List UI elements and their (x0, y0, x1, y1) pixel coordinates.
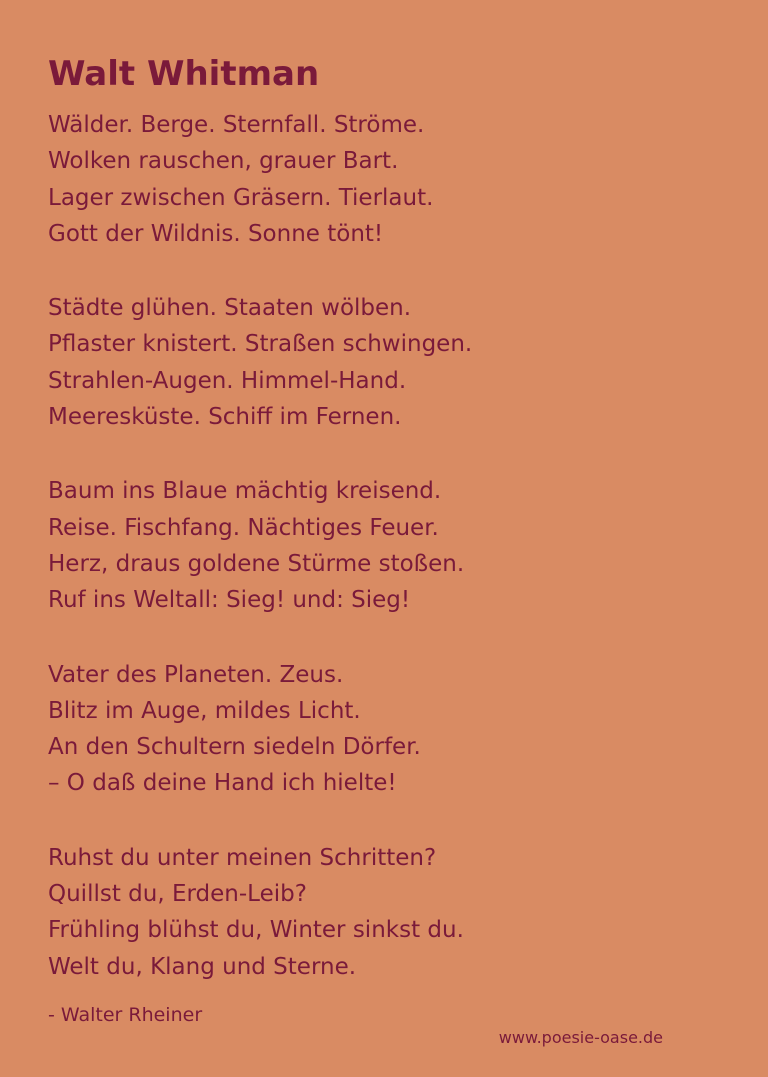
stanza-3 (48, 473, 738, 618)
poem-line: Gott der Wildnis. Sonne tönt! (48, 220, 384, 247)
poem-line: Wälder. Berge. Sternfall. Ströme. (48, 112, 425, 138)
poem-line: Städte glühen. Staaten wölben. (48, 295, 412, 322)
poem-line: Lager zwischen Gräsern. Tierlaut. (48, 184, 434, 211)
website-credit: www.poesie-oase.de (498, 1028, 663, 1047)
poem-line: Meeresküste. Schiff im Fernen. (48, 404, 402, 431)
poem-body (48, 107, 738, 1023)
stanza-1 (48, 107, 738, 252)
poem-line: Wolken rauschen, grauer Bart. (48, 148, 399, 175)
stanza-5 (48, 840, 738, 985)
poem-line: Reise. Fischfang. Nächtiges Feuer. (48, 514, 439, 541)
poem-line: Vater des Planeten. Zeus. (48, 661, 344, 688)
stanza-2 (48, 290, 738, 435)
poem-line: Quillst du, Erden-Leib? (48, 881, 307, 908)
stanza-4 (48, 657, 738, 802)
poem-line: Ruf ins Weltall: Sieg! und: Sieg! (48, 587, 411, 614)
poem-title: Walt Whitman (48, 54, 320, 94)
poem-line: Welt du, Klang und Sterne. (48, 953, 357, 980)
poem-line: Herz, draus goldene Stürme stoßen. (48, 550, 465, 577)
poem-line: Strahlen-Augen. Himmel-Hand. (48, 367, 407, 394)
poem-author: - Walter Rheiner (48, 1004, 203, 1026)
poem-line: – O daß deine Hand ich hielte! (48, 770, 397, 797)
poem-line: Baum ins Blaue mächtig kreisend. (48, 478, 442, 505)
poem-line: Frühling blühst du, Winter sinkst du. (48, 917, 464, 944)
poem-line: An den Schultern siedeln Dörfer. (48, 734, 421, 761)
poem-line: Ruhst du unter meinen Schritten? (48, 844, 437, 871)
poem-line: Blitz im Auge, mildes Licht. (48, 697, 361, 724)
poem-line: Pflaster knistert. Straßen schwingen. (48, 331, 473, 358)
